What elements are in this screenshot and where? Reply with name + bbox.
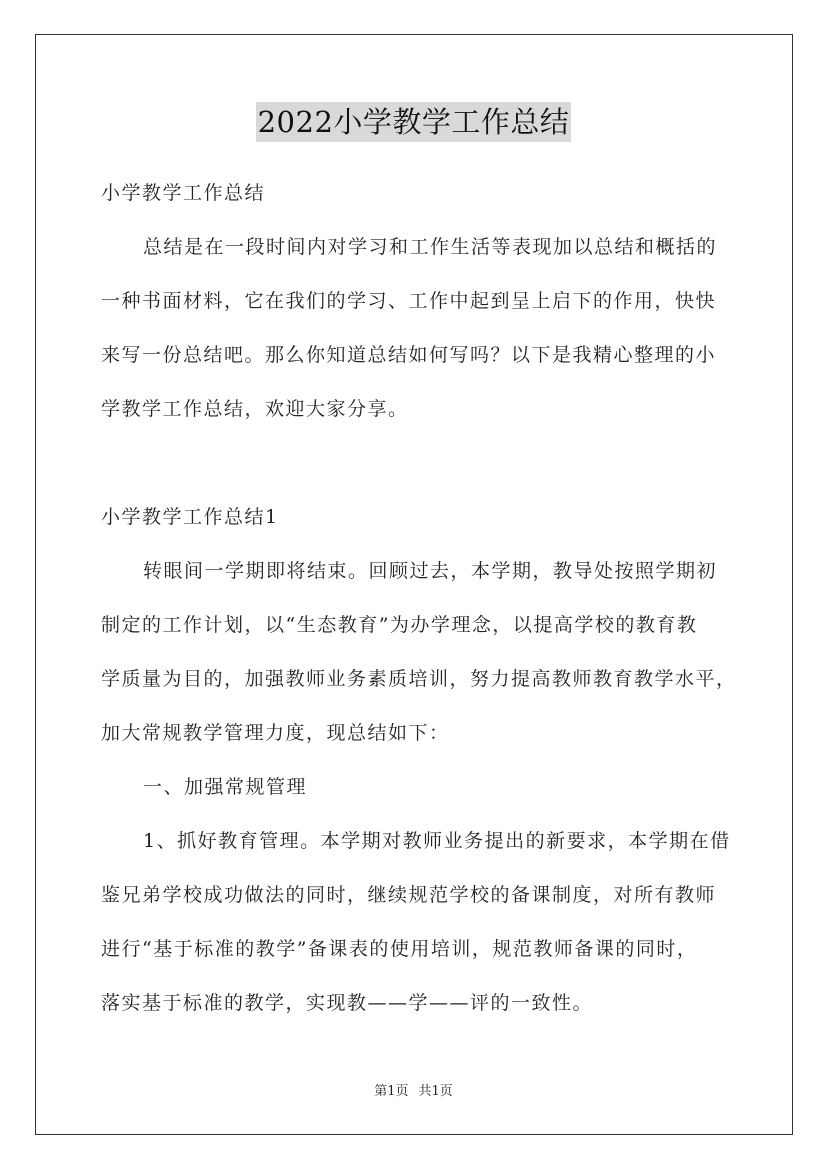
document-body xyxy=(101,166,737,1030)
page-footer xyxy=(0,1082,827,1102)
item-paragraph-line: 1、抓好教育管理。本学期对教师业务提出的新要求，本学期在借 xyxy=(143,830,731,852)
item-paragraph-line: 落实基于标准的教学，实现教——学——评的一致性。 xyxy=(101,992,594,1014)
section-paragraph-line: 加大常规教学管理力度，现总结如下： xyxy=(101,722,450,744)
subheading: 一、加强常规管理 xyxy=(143,776,308,798)
title-container xyxy=(0,102,827,142)
page-number: 第1页 xyxy=(374,1084,409,1099)
page-total: 共1页 xyxy=(418,1084,453,1099)
document-title: 2022小学教学工作总结 xyxy=(256,102,572,142)
paragraph-spacer xyxy=(101,436,731,490)
section-heading: 小学教学工作总结1 xyxy=(101,506,279,528)
section-paragraph-line: 转眼间一学期即将结束。回顾过去，本学期，教导处按照学期初 xyxy=(143,560,718,582)
intro-paragraph-line: 来写一份总结吧。那么你知道总结如何写吗？以下是我精心整理的小 xyxy=(101,344,717,366)
intro-heading: 小学教学工作总结 xyxy=(101,182,266,204)
intro-paragraph-line: 一种书面材料，它在我们的学习、工作中起到呈上启下的作用，快快 xyxy=(101,290,717,312)
section-paragraph-line: 学质量为目的，加强教师业务素质培训，努力提高教师教育教学水平， xyxy=(101,668,737,690)
intro-paragraph-line: 学教学工作总结，欢迎大家分享。 xyxy=(101,398,409,420)
item-paragraph-line: 进行“基于标准的教学”备课表的使用培训，规范教师备课的同时， xyxy=(101,938,698,960)
intro-paragraph-line: 总结是在一段时间内对学习和工作生活等表现加以总结和概括的 xyxy=(143,236,718,258)
item-paragraph-line: 鉴兄弟学校成功做法的同时，继续规范学校的备课制度，对所有教师 xyxy=(101,884,717,906)
section-paragraph-line: 制定的工作计划，以“生态教育”为办学理念，以提高学校的教育教 xyxy=(101,614,698,636)
